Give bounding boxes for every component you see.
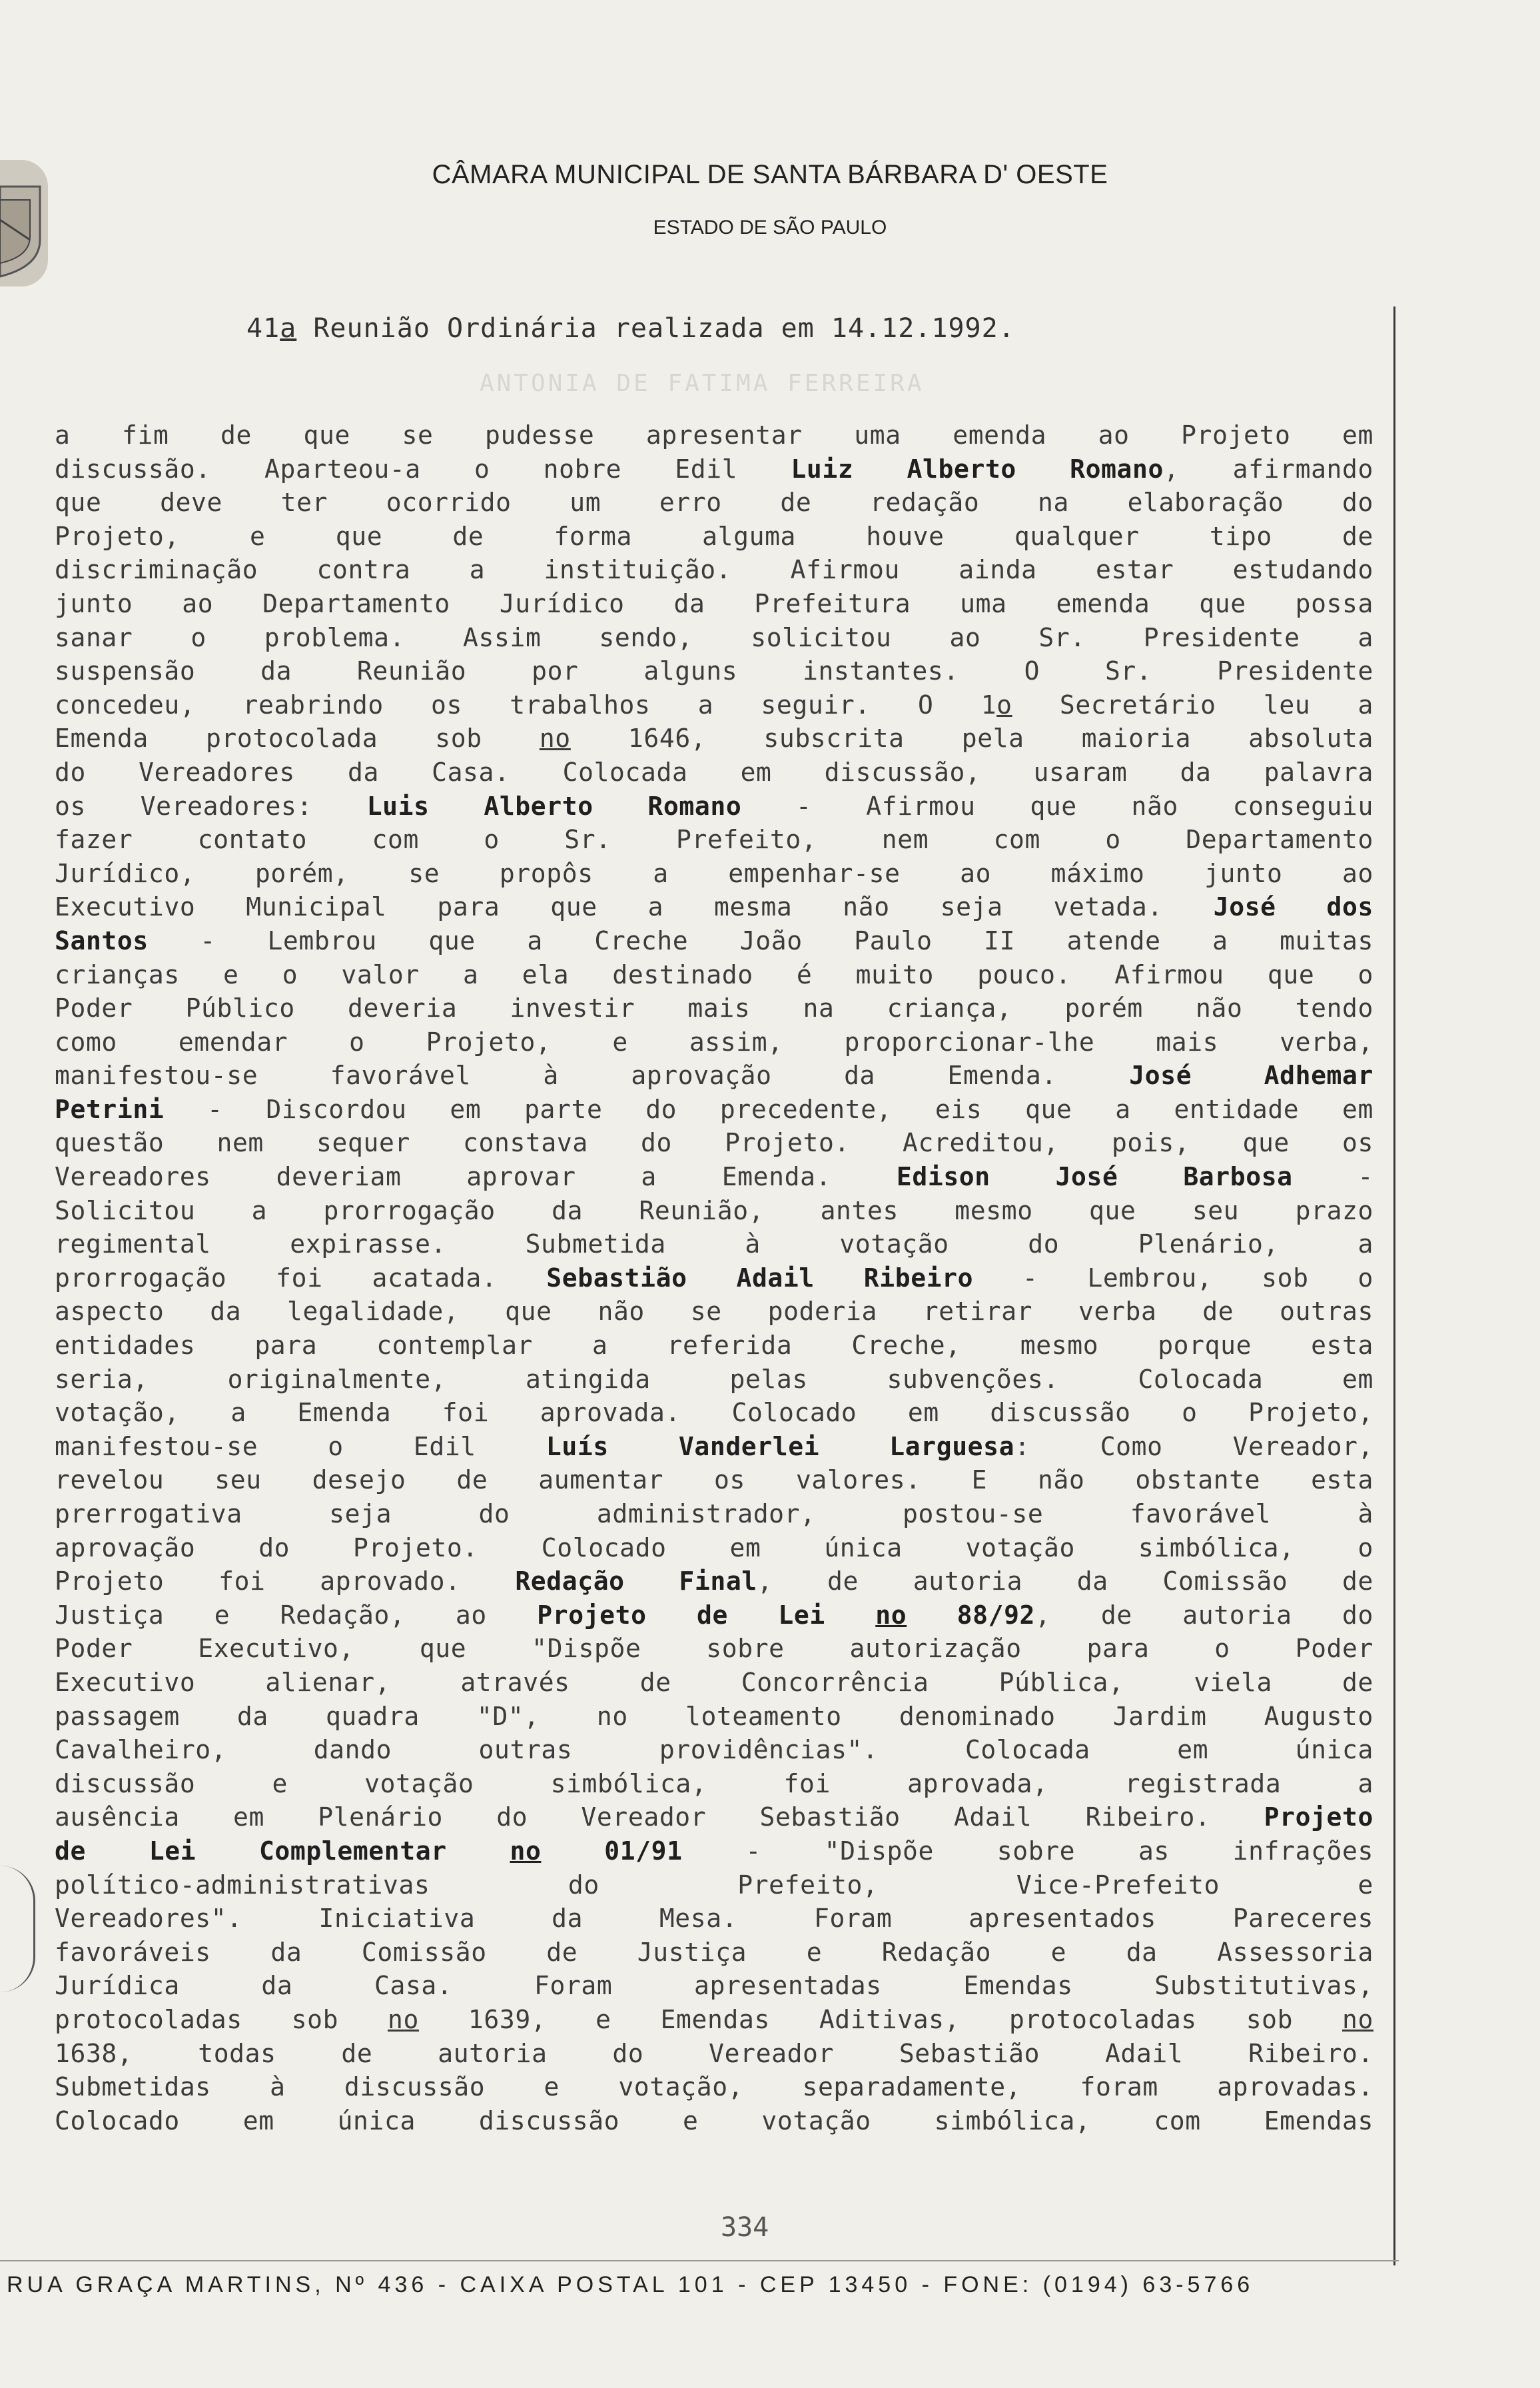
text-line: [55, 1902, 1373, 1936]
text-line: [55, 1936, 1373, 1970]
text-segment: no: [388, 2004, 419, 2034]
text-segment: Colocado em única discussão e votação simbólica, com Emendas: [55, 2105, 1373, 2135]
text-segment: político-administrativas do Prefeito, Vice-Prefeito e: [55, 1870, 1373, 1900]
text-segment: crianças e o valor a ela destinado é muito pouco. Afirmou que o: [55, 959, 1373, 989]
text-line: [55, 2037, 1373, 2071]
text-segment: Submetidas à discussão e votação, separadamente, foram aprovadas.: [55, 2072, 1373, 2102]
text-segment: que deve ter ocorrido um erro de redação na elaboração do: [55, 488, 1373, 518]
text-segment: regimental expirasse. Submetida à votação do Plenário, a: [55, 1229, 1373, 1259]
bold-segment: Projeto de Lei: [537, 1600, 876, 1630]
text-segment: concedeu, reabrindo os trabalhos a seguir. O 1: [55, 690, 997, 720]
text-line: [55, 553, 1373, 587]
meeting-text: Reunião Ordinária realizada em 14.12.1992.: [296, 313, 1015, 344]
text-segment: 1646, subscrita pela maioria absoluta: [570, 724, 1373, 754]
text-segment: 1639, e Emendas Aditivas, protocoladas sob: [418, 2004, 1343, 2034]
text-line: [55, 1497, 1373, 1531]
text-segment: discriminação contra a instituição. Afirmou ainda estar estudando: [55, 555, 1373, 585]
text-line: [55, 1868, 1373, 1902]
text-segment: votação, a Emenda foi aprovada. Colocado em discussão o Projeto,: [55, 1398, 1373, 1428]
text-line: [55, 1430, 1373, 1464]
text-line: [55, 1194, 1373, 1228]
text-line: [55, 2104, 1373, 2138]
text-line: [55, 621, 1373, 655]
text-segment: sanar o problema. Assim sendo, solicitou ao Sr. Presidente a: [55, 622, 1373, 652]
text-segment: Executivo Municipal para que a mesma não seja vetada.: [55, 892, 1214, 922]
text-segment: junto ao Departamento Jurídico da Prefeitura uma emenda que possa: [55, 588, 1373, 618]
text-line: [55, 486, 1373, 520]
bold-segment: Sebastião Adail Ribeiro: [546, 1263, 974, 1293]
text-line: [55, 1463, 1373, 1497]
text-segment: - Lembrou que a Creche João Paulo II atende a muitas: [148, 925, 1373, 955]
bold-segment: Luiz Alberto Romano: [791, 454, 1164, 484]
text-line: [55, 688, 1373, 722]
text-segment: discussão. Aparteou-a o nobre Edil: [55, 454, 791, 484]
text-segment: : Como Vereador,: [1014, 1431, 1373, 1461]
text-segment: Vereadores deveriam aprovar a Emenda.: [55, 1162, 897, 1192]
bold-segment: Redação Final: [515, 1566, 757, 1596]
bold-segment: Luís Vanderlei Larguesa: [546, 1431, 1015, 1461]
text-segment: Jurídica da Casa. Foram apresentadas Emendas Substitutivas,: [55, 1971, 1373, 2001]
text-segment: Poder Público deveria investir mais na criança, porém não tendo: [55, 993, 1373, 1023]
text-line: [55, 1295, 1373, 1329]
text-segment: como emendar o Projeto, e assim, proporcionar-lhe mais verba,: [55, 1027, 1373, 1057]
watermark-name: ANTONIA DE FATIMA FERREIRA: [480, 370, 925, 397]
text-line: [55, 1363, 1373, 1397]
text-segment: Jurídico, porém, se propôs a empenhar-se ao máximo junto ao: [55, 858, 1373, 888]
text-segment: Poder Executivo, que "Dispõe sobre autorização para o Poder: [55, 1634, 1373, 1664]
text-segment: Executivo alienar, através de Concorrência Pública, viela de: [55, 1667, 1373, 1697]
text-line: [55, 452, 1373, 486]
bold-segment: Petrini: [55, 1094, 165, 1124]
meeting-ordinal: a: [280, 313, 297, 344]
text-segment: - Afirmou que não conseguiu: [741, 791, 1373, 821]
text-line: [55, 1261, 1373, 1295]
text-segment: Justiça e Redação, ao: [55, 1600, 538, 1630]
text-line: [55, 418, 1373, 452]
bold-segment: José Adhemar: [1129, 1061, 1373, 1091]
text-segment: do Vereadores da Casa. Colocada em discussão, usaram da palavra: [55, 757, 1373, 787]
bold-segment: Santos: [55, 925, 149, 955]
text-segment: suspensão da Reunião por alguns instantes. O Sr. Presidente: [55, 656, 1373, 686]
text-line: [55, 2003, 1373, 2037]
text-line: [55, 991, 1373, 1025]
text-segment: Projeto, e que de forma alguma houve qualquer tipo de: [55, 521, 1373, 551]
bold-segment: José dos: [1213, 892, 1373, 922]
text-segment: , de autoria da Comissão de: [757, 1566, 1374, 1596]
text-line: [55, 1093, 1373, 1127]
text-line: [55, 1126, 1373, 1160]
bold-segment: no: [510, 1836, 542, 1866]
bold-segment: Projeto: [1264, 1802, 1373, 1832]
meeting-title: [246, 313, 1015, 344]
text-segment: no: [1342, 2004, 1374, 2034]
text-line: [55, 1834, 1373, 1868]
bold-segment: de Lei Complementar: [55, 1836, 510, 1866]
minutes-body: [55, 418, 1373, 2137]
text-segment: questão nem sequer constava do Projeto. Acreditou, pois, que os: [55, 1128, 1373, 1158]
text-segment: entidades para contemplar a referida Creche, mesmo porque esta: [55, 1331, 1373, 1361]
chamber-name: CÂMARA MUNICIPAL DE SANTA BÁRBARA D' OESTE: [432, 160, 1108, 189]
text-line: [55, 1025, 1373, 1059]
text-line: [55, 1969, 1373, 2003]
bold-segment: Edison José Barbosa: [896, 1162, 1293, 1192]
text-segment: passagem da quadra "D", no loteamento denominado Jardim Augusto: [55, 1701, 1373, 1731]
text-line: [55, 823, 1373, 857]
text-segment: favoráveis da Comissão de Justiça e Redação e da Assessoria: [55, 1937, 1373, 1967]
text-line: [55, 1531, 1373, 1565]
bold-segment: 01/91: [541, 1836, 683, 1866]
footer-divider: [0, 2260, 1399, 2261]
bold-segment: 88/92: [907, 1600, 1036, 1630]
text-segment: o: [996, 690, 1012, 720]
state-name: ESTADO DE SÃO PAULO: [653, 217, 887, 239]
text-segment: Projeto foi aprovado.: [55, 1566, 516, 1596]
text-line: [55, 722, 1373, 756]
text-segment: no: [539, 724, 571, 754]
text-line: [55, 2070, 1373, 2104]
text-segment: Emenda protocolada sob: [55, 724, 540, 754]
text-line: [55, 1767, 1373, 1801]
text-segment: aspecto da legalidade, que não se poderia retirar verba de outras: [55, 1297, 1373, 1327]
text-line: [55, 654, 1373, 688]
margin-bracket-mark: [0, 1866, 35, 1992]
text-segment: os Vereadores:: [55, 791, 367, 821]
text-segment: Vereadores". Iniciativa da Mesa. Foram apresentados Pareceres: [55, 1904, 1373, 1934]
text-segment: -: [1292, 1162, 1373, 1192]
text-segment: Cavalheiro, dando outras providências". Colocada em única: [55, 1735, 1373, 1765]
bold-segment: Luis Alberto Romano: [366, 791, 742, 821]
text-segment: aprovação do Projeto. Colocado em única votação simbólica, o: [55, 1532, 1373, 1562]
text-segment: , afirmando: [1163, 454, 1373, 484]
text-line: [55, 1700, 1373, 1734]
text-segment: discussão e votação simbólica, foi aprovada, registrada a: [55, 1768, 1373, 1798]
text-line: [55, 1632, 1373, 1666]
meeting-number: 41: [246, 313, 280, 344]
text-line: [55, 890, 1373, 924]
text-line: [55, 1800, 1373, 1834]
text-line: [55, 1160, 1373, 1194]
text-segment: manifestou-se favorável à aprovação da Emenda.: [55, 1061, 1130, 1091]
text-line: [55, 1666, 1373, 1700]
text-line: [55, 958, 1373, 992]
text-segment: fazer contato com o Sr. Prefeito, nem com o Departamento: [55, 825, 1373, 855]
text-segment: seria, originalmente, atingida pelas subvenções. Colocada em: [55, 1364, 1373, 1394]
footer-address: RUA GRAÇA MARTINS, Nº 436 - CAIXA POSTAL 101 - CEP 13450 - FONE: (0194) 63-5766: [7, 2272, 1254, 2297]
text-line: [55, 1396, 1373, 1430]
text-segment: Secretário leu a: [1012, 690, 1374, 720]
text-line: [55, 790, 1373, 824]
page-number: 334: [721, 2212, 769, 2243]
text-line: [55, 1059, 1373, 1093]
text-line: [55, 1598, 1373, 1632]
text-segment: ausência em Plenário do Vereador Sebastião Adail Ribeiro.: [55, 1802, 1264, 1832]
text-line: [55, 924, 1373, 958]
text-segment: protocoladas sob: [55, 2004, 388, 2034]
text-segment: - Discordou em parte do precedente, eis que a entidade em: [164, 1094, 1373, 1124]
bold-segment: no: [875, 1600, 907, 1630]
text-line: [55, 1227, 1373, 1261]
text-line: [55, 587, 1373, 621]
text-line: [55, 756, 1373, 790]
text-line: [55, 1564, 1373, 1598]
text-line: [55, 520, 1373, 554]
margin-rule: [1393, 306, 1395, 2265]
text-line: [55, 1329, 1373, 1363]
text-segment: 1638, todas de autoria do Vereador Sebastião Adail Ribeiro.: [55, 2038, 1373, 2068]
text-segment: a fim de que se pudesse apresentar uma emenda ao Projeto em: [55, 420, 1373, 450]
text-segment: , de autoria do: [1035, 1600, 1374, 1630]
text-segment: Solicitou a prorrogação da Reunião, antes mesmo que seu prazo: [55, 1195, 1373, 1225]
text-segment: prerrogativa seja do administrador, postou-se favorável à: [55, 1499, 1373, 1528]
text-segment: revelou seu desejo de aumentar os valores. E não obstante esta: [55, 1465, 1373, 1495]
text-segment: - "Dispõe sobre as infrações: [682, 1836, 1373, 1866]
text-segment: - Lembrou, sob o: [973, 1263, 1374, 1293]
text-line: [55, 857, 1373, 891]
text-segment: prorrogação foi acatada.: [55, 1263, 547, 1293]
text-segment: manifestou-se o Edil: [55, 1431, 546, 1461]
text-line: [55, 1733, 1373, 1767]
